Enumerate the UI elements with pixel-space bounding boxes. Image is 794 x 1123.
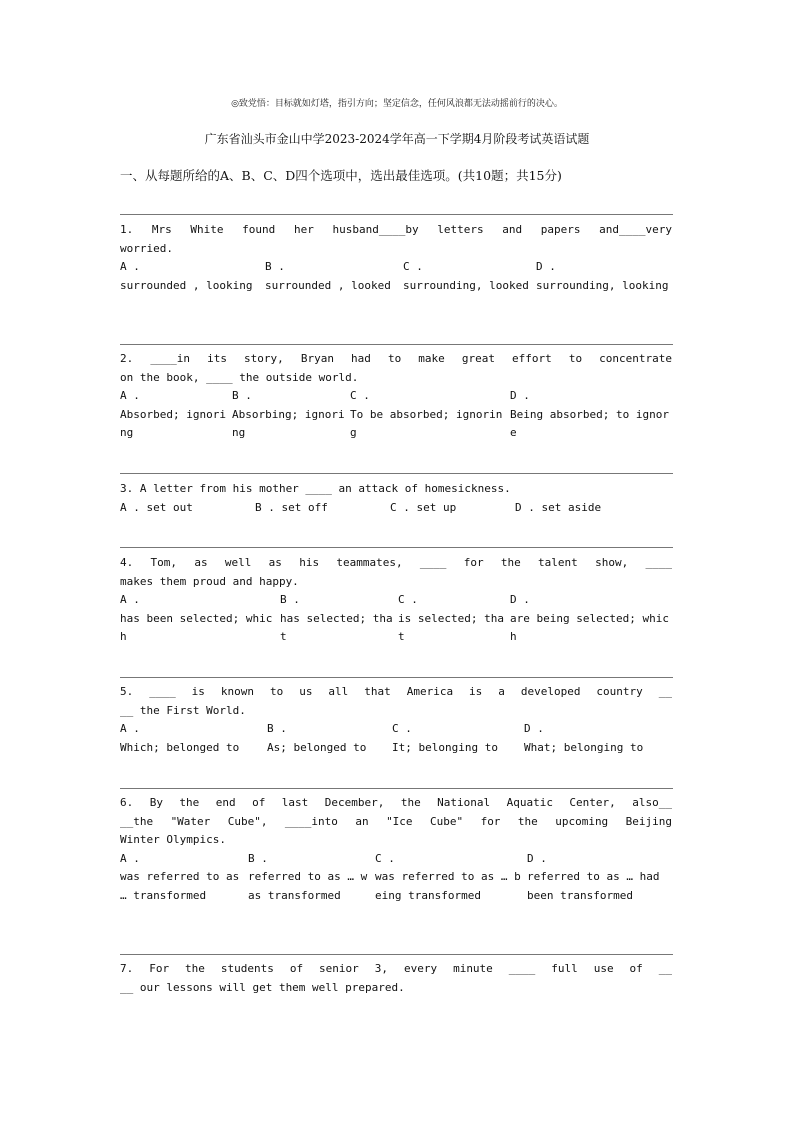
question-7 bbox=[120, 960, 672, 997]
section-heading: 一、从每题所给的A、B、C、D四个选项中，选出最佳选项。(共10题；共15分) bbox=[120, 168, 562, 183]
option-b[interactable]: B . surrounded , looked bbox=[265, 260, 391, 292]
question-stem: __ our lessons will get them well prepared. bbox=[120, 980, 405, 994]
option-d[interactable]: D . set aside bbox=[515, 500, 602, 514]
question-stem: 5. ____ is known to us all that America is a developed country __ bbox=[120, 685, 672, 698]
divider bbox=[120, 214, 673, 215]
question-stem: __ the First World. bbox=[120, 703, 246, 717]
option-b[interactable]: B . has selected; that bbox=[280, 593, 393, 643]
question-1 bbox=[120, 221, 672, 295]
question-stem: 6. By the end of last December, the National Aquatic Center, also__ bbox=[120, 796, 672, 809]
option-c[interactable]: C . set up bbox=[390, 500, 457, 514]
page-title: 广东省汕头市金山中学2023-2024学年高一下学期4月阶段考试英语试题 bbox=[204, 132, 590, 146]
option-a[interactable]: A . set out bbox=[120, 500, 193, 514]
divider bbox=[120, 473, 673, 474]
option-a[interactable]: A . has been selected; which bbox=[120, 593, 273, 643]
option-b[interactable]: B . set off bbox=[255, 500, 328, 514]
question-stem: 4. Tom, as well as his teammates, ____ for the talent show, ____ bbox=[120, 556, 672, 569]
question-stem: 3. A letter from his mother ____ an attack of homesickness. bbox=[120, 482, 511, 495]
option-b[interactable]: B . Absorbing; ignoring bbox=[232, 389, 345, 439]
question-3 bbox=[120, 480, 672, 517]
option-d[interactable]: D . Being absorbed; to ignore bbox=[510, 389, 669, 439]
option-b[interactable]: B . As; belonged to bbox=[267, 722, 367, 754]
motto: ◎致党悟：目标就如灯塔，指引方向；坚定信念，任何风浪都无法动摇前行的决心。 bbox=[231, 99, 563, 109]
divider bbox=[120, 547, 673, 548]
divider bbox=[120, 788, 673, 789]
option-c[interactable]: C . is selected; that bbox=[398, 593, 504, 643]
question-6 bbox=[120, 794, 672, 905]
question-stem: worried. bbox=[120, 241, 173, 255]
option-c[interactable]: C . To be absorbed; ignoring bbox=[350, 389, 503, 439]
question-stem: 7. For the students of senior 3, every minute ____ full use of __ bbox=[120, 962, 672, 975]
option-c[interactable]: C . was referred to as … being transformed bbox=[375, 851, 521, 902]
option-d[interactable]: D . are being selected; which bbox=[510, 593, 669, 643]
question-stem: makes them proud and happy. bbox=[120, 574, 299, 588]
question-stem: on the book, ____ the outside world. bbox=[120, 370, 359, 384]
divider bbox=[120, 677, 673, 678]
question-stem: 1. Mrs White found her husband____by letters and papers and____very bbox=[120, 223, 672, 236]
option-c[interactable]: C . It; belonging to bbox=[392, 722, 498, 754]
option-d[interactable]: D . surrounding, looking bbox=[536, 260, 669, 292]
question-stem: 2. ____in its story, Bryan had to make great effort to concentrate bbox=[120, 352, 672, 365]
option-a[interactable]: A . Absorbed; ignoring bbox=[120, 389, 226, 439]
question-2 bbox=[120, 350, 672, 443]
question-stem: __the "Water Cube", ____into an "Ice Cube" for the upcoming Beijing bbox=[120, 814, 672, 828]
question-stem: Winter Olympics. bbox=[120, 833, 226, 846]
option-b[interactable]: B . referred to as … was transformed bbox=[248, 851, 368, 902]
option-a[interactable]: A . Which; belonged to bbox=[120, 722, 240, 754]
option-c[interactable]: C . surrounding, looked bbox=[403, 260, 529, 292]
divider bbox=[120, 344, 673, 345]
question-5 bbox=[120, 683, 672, 757]
option-a[interactable]: A . was referred to as … transformed bbox=[120, 851, 240, 902]
option-a[interactable]: A . surrounded , looking bbox=[120, 260, 253, 292]
option-d[interactable]: D . referred to as … had been transformed bbox=[527, 851, 660, 902]
question-4 bbox=[120, 554, 672, 647]
divider bbox=[120, 954, 673, 955]
option-d[interactable]: D . What; belonging to bbox=[524, 722, 644, 754]
